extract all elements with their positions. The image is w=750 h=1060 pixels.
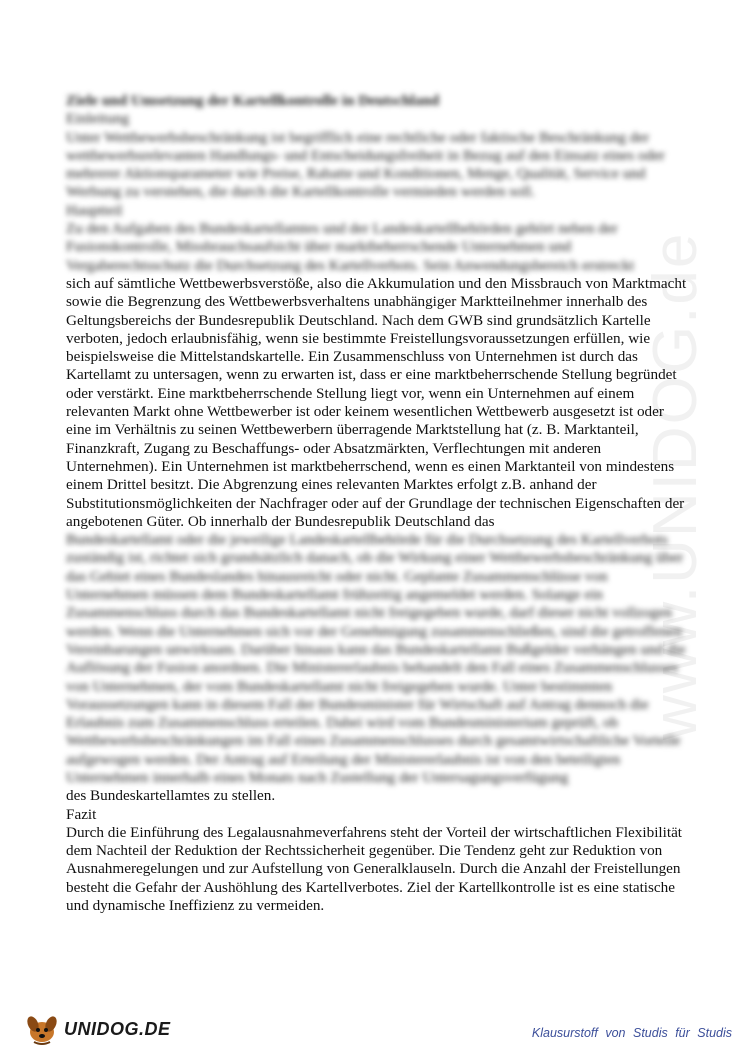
main-heading: Hauptteil [66,201,123,219]
document-body [66,92,691,915]
visible-end-line: des Bundeskartellamtes zu stellen. [66,787,276,805]
visible-middle-paragraph: sich auf sämtliche Wettbewerbsverstöße, also die Akkumulation und den Missbrauch von Marktmacht sowie die Begrenzung des Wettbewerbsverhaltens unabhängiger Marktteilnehmer innerhalb des Geltungsbereichs der Bundesrepublik Deutschland. Nach dem GWB sind grundsätzlich Kartelle verboten, jedoch erlaubnisfähig, wenn sie bestimmte Freistellungsvoraussetzungen erfüllen, wie beispielsweise die Mittelstandskartelle. Ein Zusammenschluss von Unternehmen ist durch das Kartellamt zu untersagen, wenn zu erwarten ist, dass er eine marktbeherrschende Stellung begründet oder verstärkt. Eine marktbeherrschende Stellung liegt vor, wenn ein Unternehmen auf einem relevanten Markt ohne Wettbewerber ist oder keinem wesentlichen Wettbewerb ausgesetzt ist oder eine im Verhältnis zu seinen Wettbewerbern überragende Marktstellung hat (z. B. Marktanteil, Finanzkraft, Zugang zu Beschaffungs- oder Absatzmärkten, Verflechtungen mit anderen Unternehmen). Ein Unternehmen ist marktbeherrschend, wenn es einen Marktanteil von mindestens einem Drittel besitzt. Die Abgrenzung eines relevanten Marktes erfolgt z.B. anhand der Substitutionsmöglichkeiten der Nachfrager oder auf der Grundlage der technischen Eigenschaften der angebotenen Güter. Ob innerhalb der Bundesrepublik Deutschland das [66,274,687,530]
blurred-preview-middle: Bundeskartellamt oder die jeweilige Landeskartellbehörde für die Durchsetzung des Kartellverbots zuständig ist, richtet sich grundsätzlich danach, ob die Wirkung einer Wettbewerbsbeschränkung über das Gebiet eines Bundeslandes hinausreicht oder nicht. Geplante Zusammenschlüsse von Unternehmen müssen dem Bundeskartellamt frühzeitig angemeldet werden. Solange ein Zusammenschluss durch das Bundeskartellamt nicht freigegeben wurde, darf dieser nicht vollzogen werden. Wenn die Unternehmen sich vor der Genehmigung zusammenschließen, sind die getroffenen Vereinbarungen unwirksam. Darüber hinaus kann das Bundeskartellamt Bußgelder verhängen und die Auflösung der Fusion anordnen. Die Ministererlaubnis behandelt den Fall eines Zusammenschlusses von Unternehmen, der vom Bundeskartellamt nicht freigegeben wurde. Unter bestimmten Voraussetzungen kann in diesem Fall der Bundesminister für Wirtschaft auf Antrag dennoch die Erlaubnis zum Zusammenschluss erteilen. Dabei wird vom Bundesministerium geprüft, ob Wettbewerbsbeschränkungen im Fall eines Zusammenschlusses durch gesamtwirtschaftliche Vorteile aufgewogen werden. Der Antrag auf Erteilung der Ministererlaubnis ist von den beteiligten Unternehmen innerhalb eines Monats nach Zustellung der Untersagungsverfügung [66,531,686,786]
footer-logo[interactable] [22,1012,171,1046]
dog-mascot-icon [22,1012,60,1046]
intro-heading: Einleitung [66,110,130,128]
watermark: www.UNIDOG.de [641,231,710,740]
logo-text: UNIDOG.DE [64,1018,171,1039]
fazit-heading: Fazit [66,805,97,823]
blurred-preview-top [66,92,691,275]
document-title: Ziele und Umsetzung der Kartellkontrolle in Deutschland [66,92,440,109]
intro-paragraph: Unter Wettbewerbsbeschränkung ist begrifflich eine rechtliche oder faktische Beschränkung der wettbewerbsrelevanten Handlungs- und Entscheidungsfreiheit in Bezug auf den Einsatz eines oder mehrerer Aktionsparameter wie Preise, Rabatte und Konditionen, Menge, Qualität, Service und Werbung zu verstehen, die durch die Kartellkontrolle vermieden werden soll. [66,128,665,201]
main-paragraph-start: Zu den Aufgaben des Bundeskartellamtes und der Landeskartellbehörden gehört neben der Fusionskontrolle, Missbrauchsaufsicht über marktbeherrschende Unternehmen und Vergaberechtsschutz die Durchsetzung des Kartellverbots. Sein Anwendungsbereich erstreckt [66,220,635,274]
footer-tagline: Klausurstoff von Studis für Studis [531,1026,732,1040]
fazit-paragraph: Durch die Einführung des Legalausnahmeverfahrens steht der Vorteil der wirtschaftlichen Flexibilität dem Nachteil der Reduktion der Rechtssicherheit gegenüber. Die Tendenz geht zur Reduktion von Ausnahmeregelungen und zur Aufstellung von Generalklauseln. Durch die Anzahl der Freistellungen besteht die Gefahr der Aushöhlung des Kartellverbotes. Ziel der Kartellkontrolle ist es eine statische und dynamische Ineffizienz zu vermeiden. [66,823,683,915]
